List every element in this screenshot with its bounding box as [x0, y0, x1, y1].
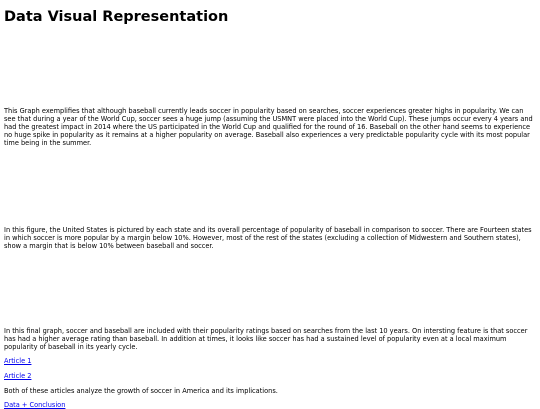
map-description-paragraph: In this figure, the United States is pictured by each state and its overall percentage of popularity of baseball in comparison to soccer. There are Fourteen states in which soccer is more popular by a margin below 10%. However, most of the rest of the states (excluding a collection of Midwestern and Southern states), show a margin that is below 10% between baseball and soccer. — [4, 226, 532, 250]
article-2-link[interactable]: Article 2 — [4, 372, 32, 380]
article-1-link[interactable]: Article 1 — [4, 357, 32, 365]
graph-description-paragraph: This Graph exemplifies that although baseball currently leads soccer in popularity based on searches, soccer experiences greater highs in popularity. We can see that during a year of the World Cup, soccer sees a huge jump (assuming the USMNT were placed into the World Cup). These jumps occur every 4 years and had the greatest impact in 2014 where the US participated in the World Cup and qualified for the round of 16. Baseball on the other hand seems to experience no huge spike in popularity as it remains at a higher popularity on average. Baseball also experiences a very predictable popularity cycle with its most popular time being in the summer. — [4, 107, 533, 147]
articles-note: Both of these articles analyze the growth of soccer in America and its implications. — [4, 387, 278, 395]
final-graph-description-paragraph: In this final graph, soccer and baseball are included with their popularity ratings based on searches from the last 10 years. On intersting feature is that soccer has had a higher average rating than baseball. In addition at times, it looks like soccer has had a sustained level of popularity even at a local maximum popularity of baseball in its yearly cycle. — [4, 327, 528, 351]
page-title: Data Visual Representation — [4, 9, 229, 25]
data-conclusion-link[interactable]: Data + Conclusion — [4, 401, 66, 409]
